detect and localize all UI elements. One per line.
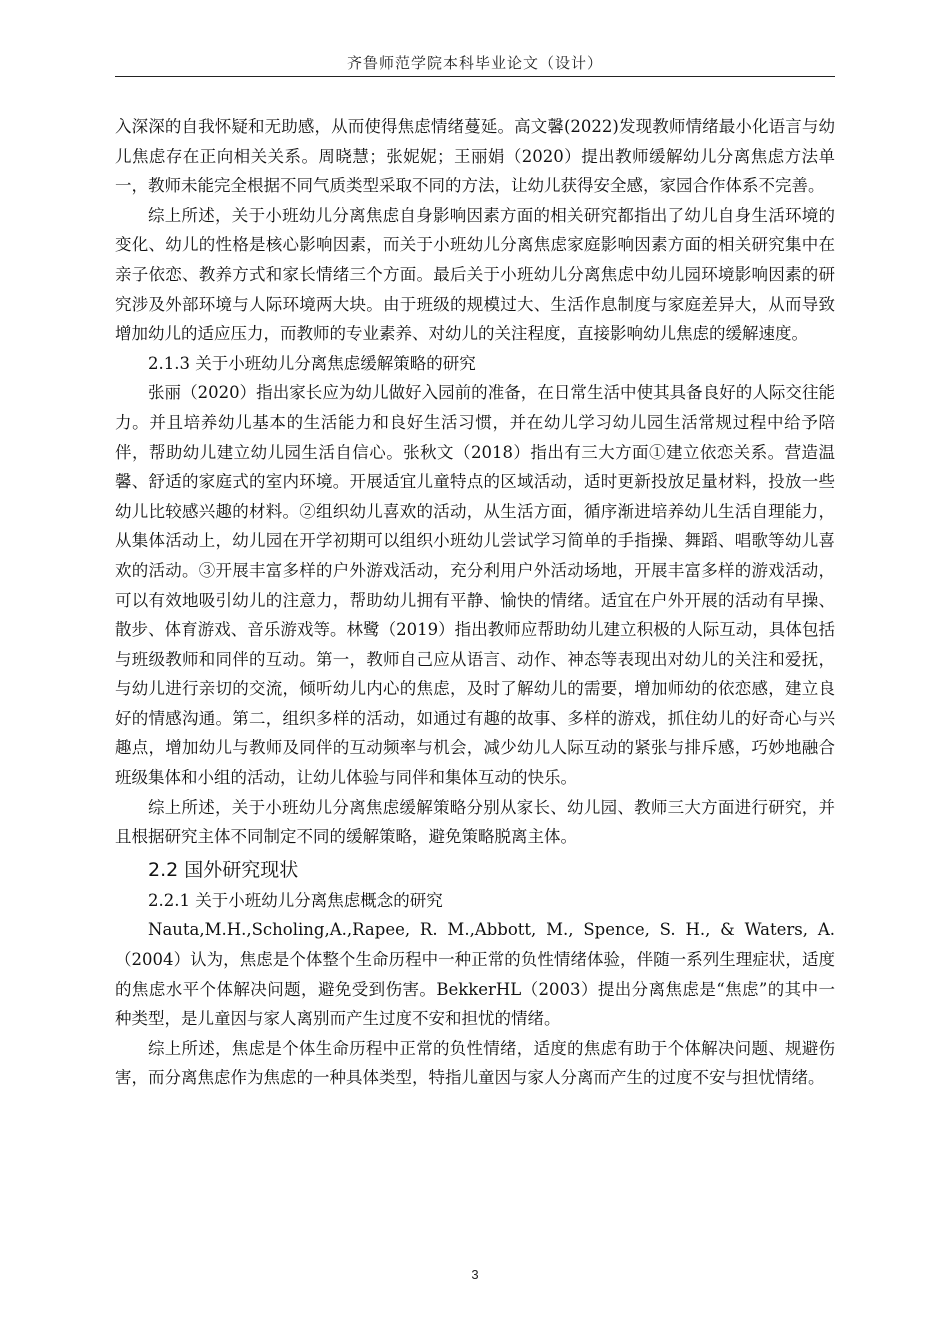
paragraph-strategies: 张丽（2020）指出家长应为幼儿做好入园前的准备，在日常生活中使其具备良好的人际交往能力。并且培养幼儿基本的生活能力和良好生活习惯，并在幼儿学习幼儿园生活常规过程中给予陪伴，帮助幼儿建立幼儿园生活自信心。张秋文（2018）指出有三大方面①建立依恋关系。营造温馨、舒适的家庭式的室内环境。开展适宜儿童特点的区域活动，适时更新投放足量材料，投放一些幼儿比较感兴趣的材料。②组织幼儿喜欢的活动，从生活方面，循序渐进培养幼儿生活自理能力，从集体活动上，幼儿园在开学初期可以组织小班幼儿尝试学习简单的手指操、舞蹈、唱歌等幼儿喜欢的活动。③开展丰富多样的户外游戏活动，充分利用户外活动场地，开展丰富多样的游戏活动，可以有效地吸引幼儿的注意力，帮助幼儿拥有平静、愉快的情绪。适宜在户外开展的活动有早操、散步、体育游戏、音乐游戏等。林鹭（2019）指出教师应帮助幼儿建立积极的人际互动，具体包括与班级教师和同伴的互动。第一，教师自己应从语言、动作、神态等表现出对幼儿的关注和爱抚，与幼儿进行亲切的交流，倾听幼儿内心的焦虑，及时了解幼儿的需要，增加师幼的依恋感，建立良好的情感沟通。第二，组织多样的活动，如通过有趣的故事、多样的游戏，抓住幼儿的好奇心与兴趣点，增加幼儿与教师及同伴的互动频率与机会，减少幼儿人际互动的紧张与排斥感，巧妙地融合班级集体和小组的活动，让幼儿体验与同伴和集体互动的快乐。 (115, 383, 835, 788)
page-header: 齐鲁师范学院本科毕业论文（设计） (346, 54, 603, 72)
page-number: 3 (471, 1267, 479, 1282)
page-body (115, 112, 835, 1093)
paragraph-summary-concept: 综上所述，焦虑是个体生命历程中正常的负性情绪，适度的焦虑有助于个体解决问题、规避伤害，而分离焦虑作为焦虑的一种具体类型，特指儿童因与家人分离而产生的过度不安与担忧情绪。 (115, 1038, 835, 1088)
paragraph-summary-factors: 综上所述，关于小班幼儿分离焦虑自身影响因素方面的相关研究都指出了幼儿自身生活环境的变化、幼儿的性格是核心影响因素，而关于小班幼儿分离焦虑家庭影响因素方面的相关研究集中在亲子依恋、教养方式和家长情绪三个方面。最后关于小班幼儿分离焦虑中幼儿园环境影响因素的研究涉及外部环境与人际环境两大块。由于班级的规模过大、生活作息制度与家庭差异大，从而导致增加幼儿的适应压力，而教师的专业素养、对幼儿的关注程度，直接影响幼儿焦虑的缓解速度。 (115, 205, 835, 344)
header-rule (115, 76, 835, 77)
paragraph-foreign-concept: Nauta,M.H.,Scholing,A.,Rapee, R. M.,Abbott, M., Spence, S. H., & Waters, A.（2004）认为，焦虑是个体整个生命历程中一种正常的负性情绪体验，伴随一系列生理症状，适度的焦虑水平个体解决问题，避免受到伤害。BekkerHL（2003）提出分离焦虑是“焦虑”的其中一种类型，是儿童因与家人离别而产生过度不安和担忧的情绪。 (115, 920, 835, 1029)
paragraph-summary-strategies: 综上所述，关于小班幼儿分离焦虑缓解策略分别从家长、幼儿园、教师三大方面进行研究，并且根据研究主体不同制定不同的缓解策略，避免策略脱离主体。 (115, 797, 835, 847)
paragraph-continuation: 入深深的自我怀疑和无助感，从而使得焦虑情绪蔓延。高文馨(2022)发现教师情绪最小化语言与幼儿焦虑存在正向相关关系。周晓慧；张妮妮；王丽娟（2020）提出教师缓解幼儿分离焦虑方法单一，教师未能完全根据不同气质类型采取不同的方法，让幼儿获得安全感，家园合作体系不完善。 (115, 117, 835, 196)
section-heading-2-2: 2.2 国外研究现状 (148, 858, 299, 881)
subsection-heading-2-2-1: 2.2.1 关于小班幼儿分离焦虑概念的研究 (148, 890, 443, 910)
subsection-heading-2-1-3: 2.1.3 关于小班幼儿分离焦虑缓解策略的研究 (148, 353, 476, 373)
